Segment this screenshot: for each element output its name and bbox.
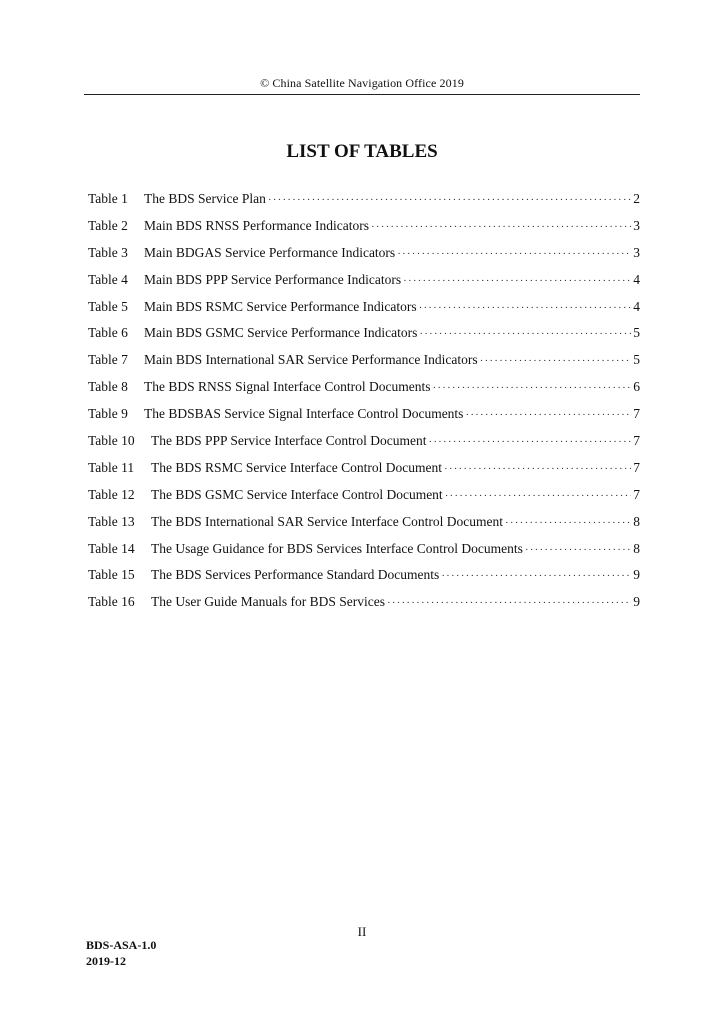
toc-entry-page: 7 <box>633 486 640 502</box>
toc-entry-leader <box>403 275 631 287</box>
toc-entry-page: 7 <box>633 406 640 422</box>
toc-entry-label: The BDS RNSS Signal Interface Control Documents <box>144 379 431 395</box>
toc-entry[interactable] <box>88 594 640 621</box>
toc-entry-label: The User Guide Manuals for BDS Services <box>151 594 385 610</box>
toc-entry-page: 9 <box>633 594 640 610</box>
toc-entry-number: Table 12 <box>88 486 135 502</box>
toc-entry-leader <box>428 436 631 448</box>
toc-entry-page: 4 <box>633 271 640 287</box>
toc-entry-leader <box>371 221 631 233</box>
toc-entry-leader <box>387 597 631 609</box>
footer-doc-id: BDS-ASA-1.0 <box>86 938 157 952</box>
toc-entry-page: 6 <box>633 379 640 395</box>
toc-entry[interactable] <box>88 299 640 326</box>
toc-entry[interactable] <box>88 541 640 568</box>
toc-entry-number: Table 13 <box>88 513 135 529</box>
toc-entry-label: The BDSBAS Service Signal Interface Control Documents <box>144 406 464 422</box>
toc-entry-page: 8 <box>633 513 640 529</box>
toc-entry[interactable] <box>88 325 640 352</box>
toc-entry[interactable] <box>88 272 640 299</box>
toc-entry-number: Table 4 <box>88 271 128 287</box>
toc-entry-page: 8 <box>633 540 640 556</box>
toc-entry-leader <box>419 328 631 340</box>
toc-entry-leader <box>419 302 632 314</box>
toc-entry[interactable] <box>88 514 640 541</box>
toc-entry[interactable] <box>88 406 640 433</box>
toc-entry-page: 3 <box>633 244 640 260</box>
toc-entry-label: The BDS GSMC Service Interface Control Document <box>151 486 443 502</box>
toc-entry-number: Table 1 <box>88 191 128 206</box>
toc-entry-page: 5 <box>633 352 640 368</box>
toc-entry-number: Table 2 <box>88 217 128 233</box>
toc-entry-number: Table 5 <box>88 298 128 314</box>
toc-entry-number: Table 9 <box>88 406 128 422</box>
toc-entry-label: Main BDS PPP Service Performance Indicators <box>144 271 402 287</box>
toc-entry-leader <box>480 355 632 367</box>
toc-entry-page: 5 <box>633 325 640 341</box>
toc-entry-leader <box>505 517 631 529</box>
toc-entry-leader <box>268 194 631 206</box>
document-footer <box>86 937 156 969</box>
toc-entry-number: Table 15 <box>88 567 135 583</box>
toc-entry[interactable] <box>88 567 640 594</box>
toc-entry[interactable] <box>88 245 640 272</box>
toc-entry-page: 7 <box>633 433 640 449</box>
toc-entry-page: 9 <box>633 567 640 583</box>
footer-date: 2019-12 <box>86 954 126 968</box>
page-header: © China Satellite Navigation Office 2019 <box>84 76 640 95</box>
toc-entry[interactable] <box>88 218 640 245</box>
toc-entry-leader <box>444 463 631 475</box>
toc-entry-number: Table 3 <box>88 244 128 260</box>
toc-entry-number: Table 6 <box>88 325 128 341</box>
toc-entry-label: Main BDS RSMC Service Performance Indicators <box>144 298 417 314</box>
toc-entry-page: 3 <box>633 217 640 233</box>
toc-entry-number: Table 10 <box>88 433 135 449</box>
list-of-tables <box>88 191 640 621</box>
toc-entry-leader <box>432 382 631 394</box>
toc-entry-leader <box>445 490 632 502</box>
toc-entry-leader <box>465 409 631 421</box>
page-number: II <box>357 924 367 939</box>
toc-entry-leader <box>525 544 631 556</box>
toc-entry-label: Main BDS RNSS Performance Indicators <box>144 217 369 233</box>
toc-entry[interactable] <box>88 379 640 406</box>
toc-entry[interactable] <box>88 191 640 218</box>
toc-entry-label: Main BDS GSMC Service Performance Indicators <box>144 325 418 341</box>
toc-entry-page: 4 <box>633 298 640 314</box>
page-title: LIST OF TABLES <box>286 141 438 162</box>
toc-entry[interactable] <box>88 487 640 514</box>
toc-entry-label: Main BDGAS Service Performance Indicators <box>144 244 396 260</box>
toc-entry-number: Table 8 <box>88 379 128 395</box>
toc-entry-label: The BDS Services Performance Standard Documents <box>151 567 440 583</box>
toc-entry-leader <box>397 248 631 260</box>
toc-entry[interactable] <box>88 460 640 487</box>
toc-entry-page: 2 <box>633 191 640 206</box>
toc-entry-number: Table 11 <box>88 459 135 475</box>
toc-entry-leader <box>441 570 631 582</box>
toc-entry[interactable] <box>88 433 640 460</box>
toc-entry-number: Table 16 <box>88 594 135 610</box>
toc-entry-label: The Usage Guidance for BDS Services Interface Control Documents <box>151 540 523 556</box>
toc-entry-page: 7 <box>633 459 640 475</box>
toc-entry-label: The BDS PPP Service Interface Control Document <box>151 433 427 449</box>
toc-entry-number: Table 7 <box>88 352 128 368</box>
toc-entry-label: The BDS RSMC Service Interface Control Document <box>151 459 442 475</box>
toc-entry-label: The BDS International SAR Service Interface Control Document <box>151 513 504 529</box>
toc-entry-label: Main BDS International SAR Service Performance Indicators <box>144 352 478 368</box>
toc-entry-label: The BDS Service Plan <box>144 191 266 206</box>
toc-entry[interactable] <box>88 352 640 379</box>
toc-entry-number: Table 14 <box>88 540 135 556</box>
